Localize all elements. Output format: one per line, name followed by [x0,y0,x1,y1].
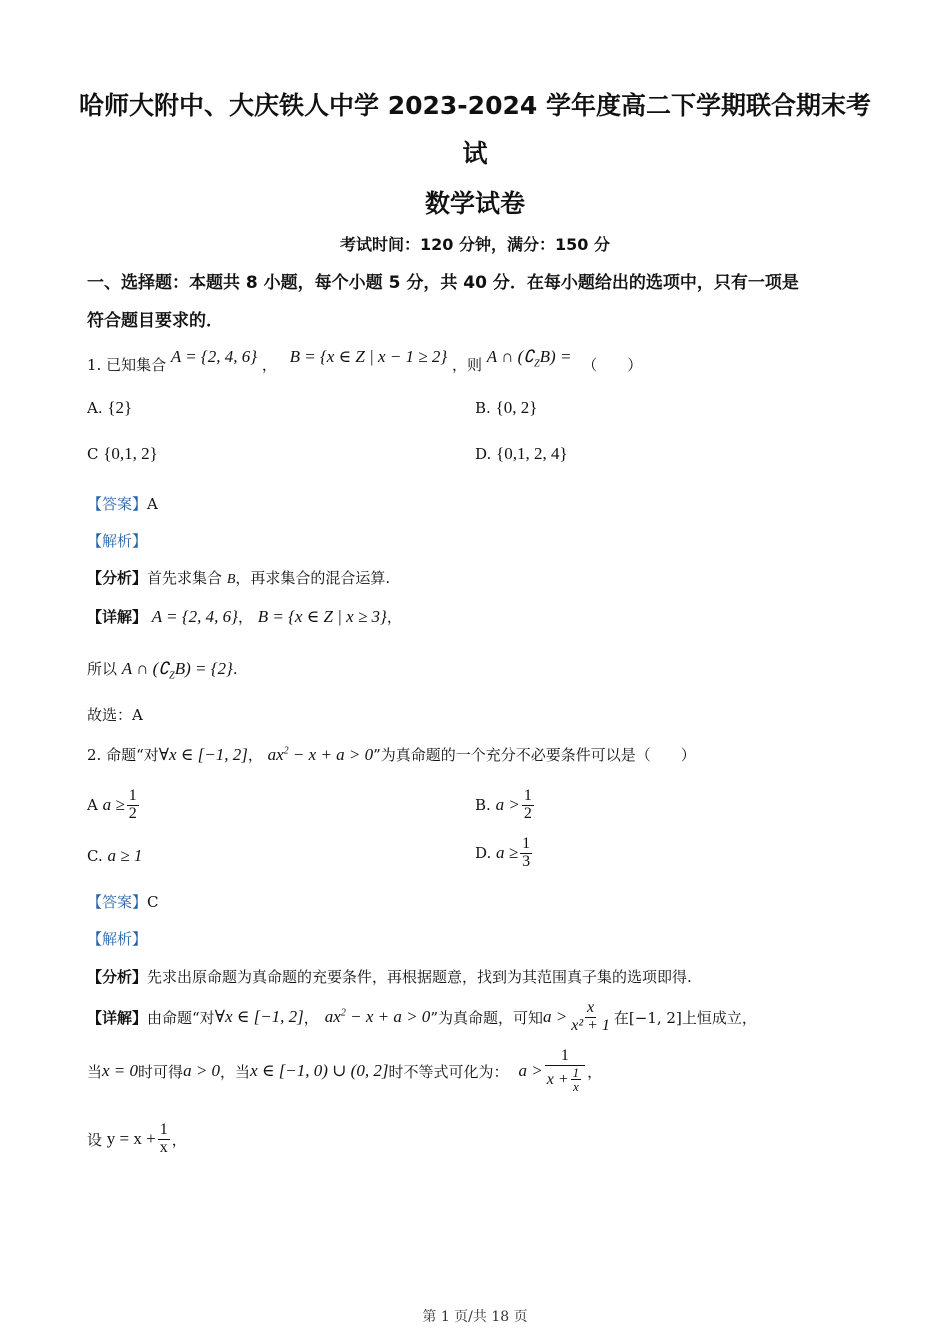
q2-stem: 2. 命题“对∀x ∈ [−1, 2]， $ax^2 - x + a > 0$”为真命题的一个充分不必要条件可以是（ ） [87,745,696,764]
q2-option-c: C. a ≥ 1 [87,846,143,865]
answer-tag: 【答案】 [87,495,148,513]
q1-option-b: B. {0, 2} [475,398,538,417]
doc-subtitle: 数学试卷 [424,189,525,218]
q2-option-a: A a ≥ $\frac{1}{2}$ [87,787,137,822]
q1-set-a: A = {2, 4, 6} [170,347,258,366]
q1-choice: 故选：A [87,706,143,724]
q1-answer: 【答案】A [87,495,158,513]
q2-detail-line3: 设 y = x + $\frac{1}{x}$ ， [87,1121,187,1156]
q1-option-c: C {0,1, 2} [87,444,158,463]
q2-jiexi-tag: 【解析】 [87,930,148,948]
q1-expr: A ∩ $(∁_ZB)$ = [486,347,572,370]
q2-option-d: D. a ≥ $\frac{1}{3}$ [475,835,531,870]
q1-set-b: B = {x ∈ Z | x − 1 ≥ 2} [289,347,448,366]
q1-comma: ， [261,356,277,374]
q2-answer: 【答案】C [87,893,159,911]
exam-info: 考试时间：120 分钟，满分：150 分 [340,235,610,254]
q2-analysis: 【分析】先求出原命题为真命题的充要条件，再根据题意，找到为其范围真子集的选项即得. [87,968,692,986]
q1-paren: （ ） [582,356,643,374]
q1-analysis: 【分析】首先求集合 B，再求集合的混合运算. [87,569,391,587]
page-footer: 第 1 页/共 18 页 [422,1309,528,1325]
q1-option-a: A. {2} [87,398,133,417]
q1-result: 所以 A ∩ $(∁_ZB) = \{2\}$. [87,659,238,682]
section-heading-line2: 符合题目要求的． [87,311,223,331]
section-heading-line1: 一、选择题：本题共 8 小题，每个小题 5 分，共 40 分．在每小题给出的选项中，只有一项是 [87,273,799,293]
doc-title-line1: 哈师大附中、大庆铁人中学 2023-2024 学年度高二下学期联合期末考 [79,91,871,120]
q2-detail-line2: 当 x = 0 时可得 a > 0 ，当 x ∈ [−1, 0) ∪ (0, 2] 时不等式可化为： a > 1 x + $\frac{1}{x}$ ， [87,1047,603,1095]
q1-detail: 【详解】 A = {2, 4, 6}， B = {x ∈ Z | x ≥ 3}， [87,607,402,626]
q1-lead: 1. 已知集合 [87,356,167,374]
q1-stem [87,347,643,377]
q1-jiexi-tag: 【解析】 [87,532,148,550]
q2-option-b: B. a > $\frac{1}{2}$ [475,787,532,822]
q2-detail-line1: 【详解】 由命题“对 ∀x ∈ [−1, 2] ， $ax^2 - x + a > 0$ ”为真命题，可知 a > $\frac{x}{\text{x² + 1}}$ 在[−1, 2]上恒成立， [87,999,757,1034]
q1-option-d: D. {0,1, 2, 4} [475,444,568,463]
q1-then: ，则 [451,356,482,374]
doc-title-line2: 试 [462,139,488,168]
